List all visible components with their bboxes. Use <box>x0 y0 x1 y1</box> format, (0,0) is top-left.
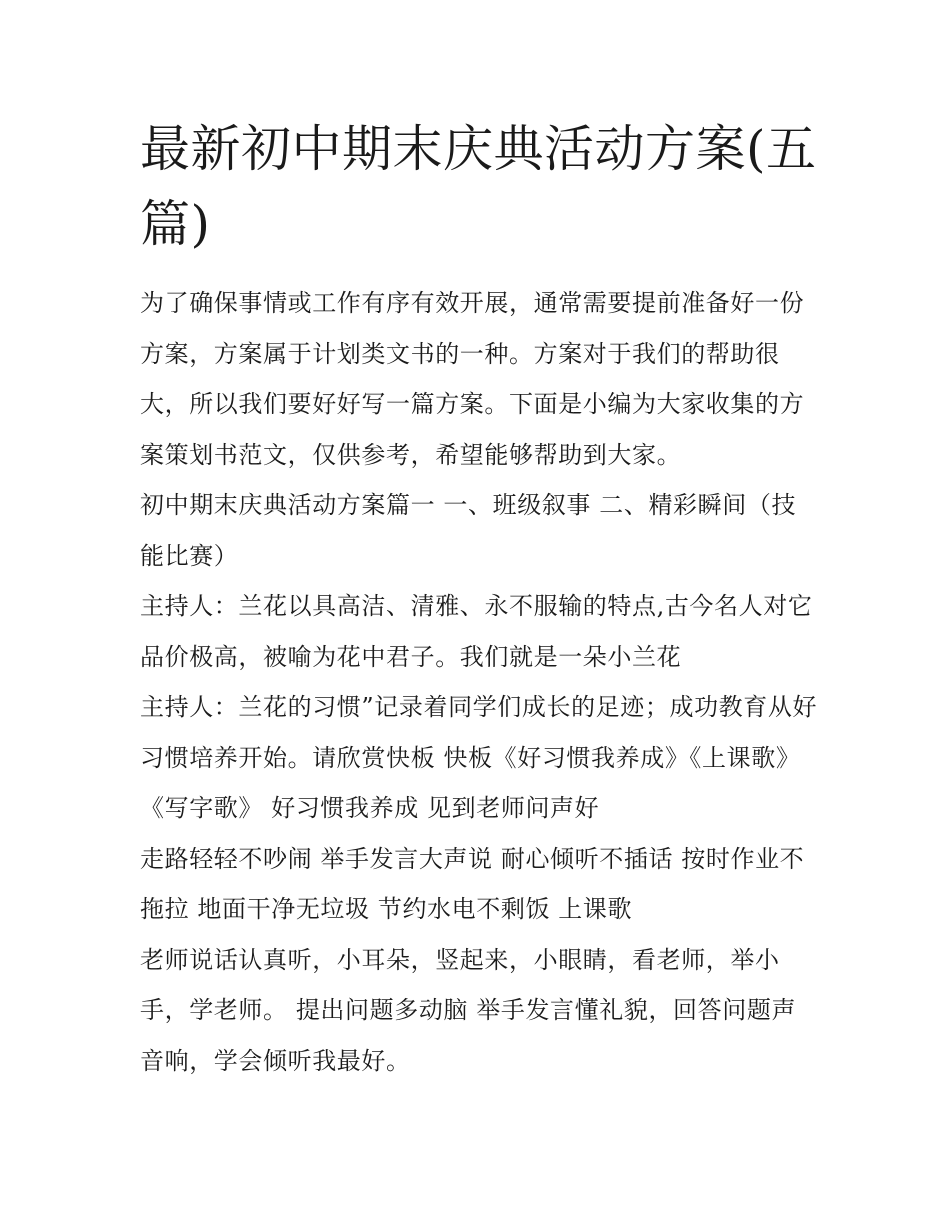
document-body <box>140 278 820 1086</box>
paragraph-class-song: 老师说话认真听，小耳朵，竖起来，小眼睛，看老师，举小手，学老师。 提出问题多动脑 举手发言懂礼貌，回答问题声音响，学会倾听我最好。 <box>140 945 797 1075</box>
paragraph-section-one: 初中期末庆典活动方案篇一 一、班级叙事 二、精彩瞬间（技能比赛） <box>140 491 797 570</box>
paragraph-intro: 为了确保事情或工作有序有效开展，通常需要提前准备好一份方案，方案属于计划类文书的一种。方案对于我们的帮助很大，所以我们要好好写一篇方案。下面是小编为大家收集的方案策划书范文，仅供参考，希望能够帮助到大家。 <box>140 289 805 469</box>
document-title: 最新初中期末庆典活动方案(五篇) <box>140 120 817 253</box>
paragraph-habits-list: 走路轻轻不吵闹 举手发言大声说 耐心倾听不插话 按时作业不拖拉 地面干净无垃圾 节约水电不剩饭 上课歌 <box>140 844 805 923</box>
paragraph-host-habits: 主持人：兰花的习惯”记录着同学们成长的足迹；成功教育从好习惯培养开始。请欣赏快板 快板《好习惯我养成》《上课歌》《写字歌》 好习惯我养成 见到老师问声好 <box>140 693 818 822</box>
paragraph-host-orchid: 主持人：兰花以具高洁、清雅、永不服输的特点,古今名人对它品价极高，被喻为花中君子。我们就是一朵小兰花 <box>140 592 813 671</box>
